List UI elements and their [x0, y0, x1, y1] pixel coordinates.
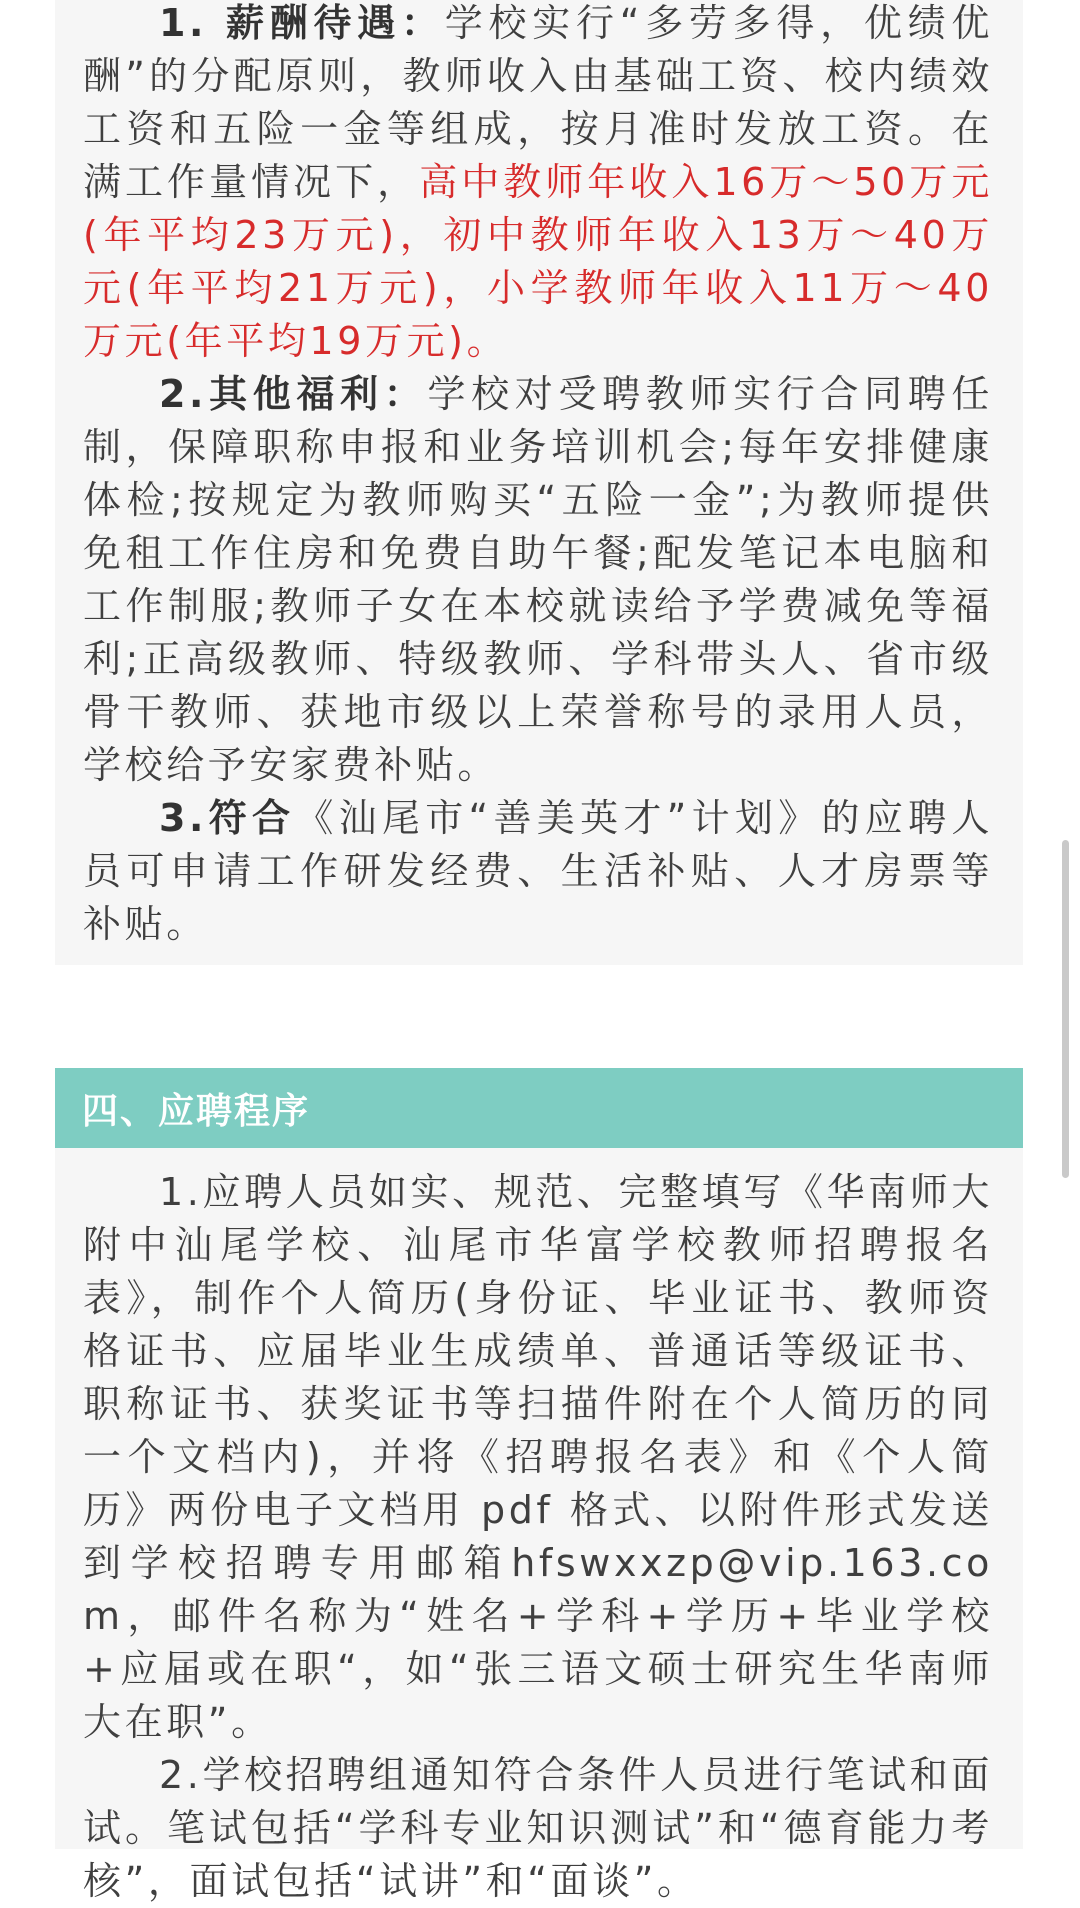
- scrollbar-thumb[interactable]: [1062, 840, 1069, 1178]
- procedure-card: [55, 1148, 1023, 1903]
- other-benefits-paragraph: [83, 368, 993, 792]
- salary-paragraph: [83, 0, 993, 368]
- other-benefits-heading: 2.其他福利：: [159, 372, 428, 416]
- talent-plan-paragraph: [83, 792, 993, 951]
- talent-plan-text: 《汕尾市“善美英才”计划》的应聘人员可申请工作研发经费、生活补贴、人才房票等补贴。: [83, 796, 993, 946]
- salary-heading: 1. 薪酬待遇：: [159, 1, 445, 45]
- other-benefits-text: 学校对受聘教师实行合同聘任制，保障职称申报和业务培训机会;每年安排健康体检;按规定为教师购买“五险一金”;为教师提供免租工作住房和免费自助午餐;配发笔记本电脑和工作制服;教师子女在本校就读给予学费减免等福利;正高级教师、特级教师、学科带头人、省市级骨干教师、获地市级以上荣誉称号的录用人员，学校给予安家费补贴。: [83, 372, 993, 787]
- section-title: 四、应聘程序: [82, 1090, 311, 1132]
- welfare-card: [55, 0, 1023, 965]
- salary-income-highlight: 高中教师年收入16万～50万元(年平均23万元)，初中教师年收入13万～40万元(年平均21万元)，小学教师年收入11万～40万元(年平均19万元)。: [83, 160, 993, 363]
- procedure-step-1: 1.应聘人员如实、规范、完整填写《华南师大附中汕尾学校、汕尾市华富学校教师招聘报名表》，制作个人简历(身份证、毕业证书、教师资格证书、应届毕业生成绩单、普通话等级证书、职称证书、获奖证书等扫描件附在个人简历的同一个文档内)，并将《招聘报名表》和《个人简历》两份电子文档用 pdf 格式、以附件形式发送到学校招聘专用邮箱hfswxxzp@vip.163.com，邮件名称为“姓名+学科+学历+毕业学校+应届或在职“，如“张三语文硕士研究生华南师大在职”。: [83, 1170, 993, 1744]
- procedure-step-2: 2.学校招聘组通知符合条件人员进行笔试和面试。笔试包括“学科专业知识测试”和“德育能力考核”，面试包括“试讲”和“面谈”。: [83, 1753, 993, 1903]
- salary-text: 学校实行“多劳多得，优绩优酬”的分配原则，教师收入由基础工资、校内绩效工资和五险一金等组成，按月准时发放工资。在满工作量情况下，: [83, 1, 993, 204]
- section-header-application-procedure: [55, 1068, 1023, 1148]
- talent-plan-heading: 3.符合: [159, 796, 296, 840]
